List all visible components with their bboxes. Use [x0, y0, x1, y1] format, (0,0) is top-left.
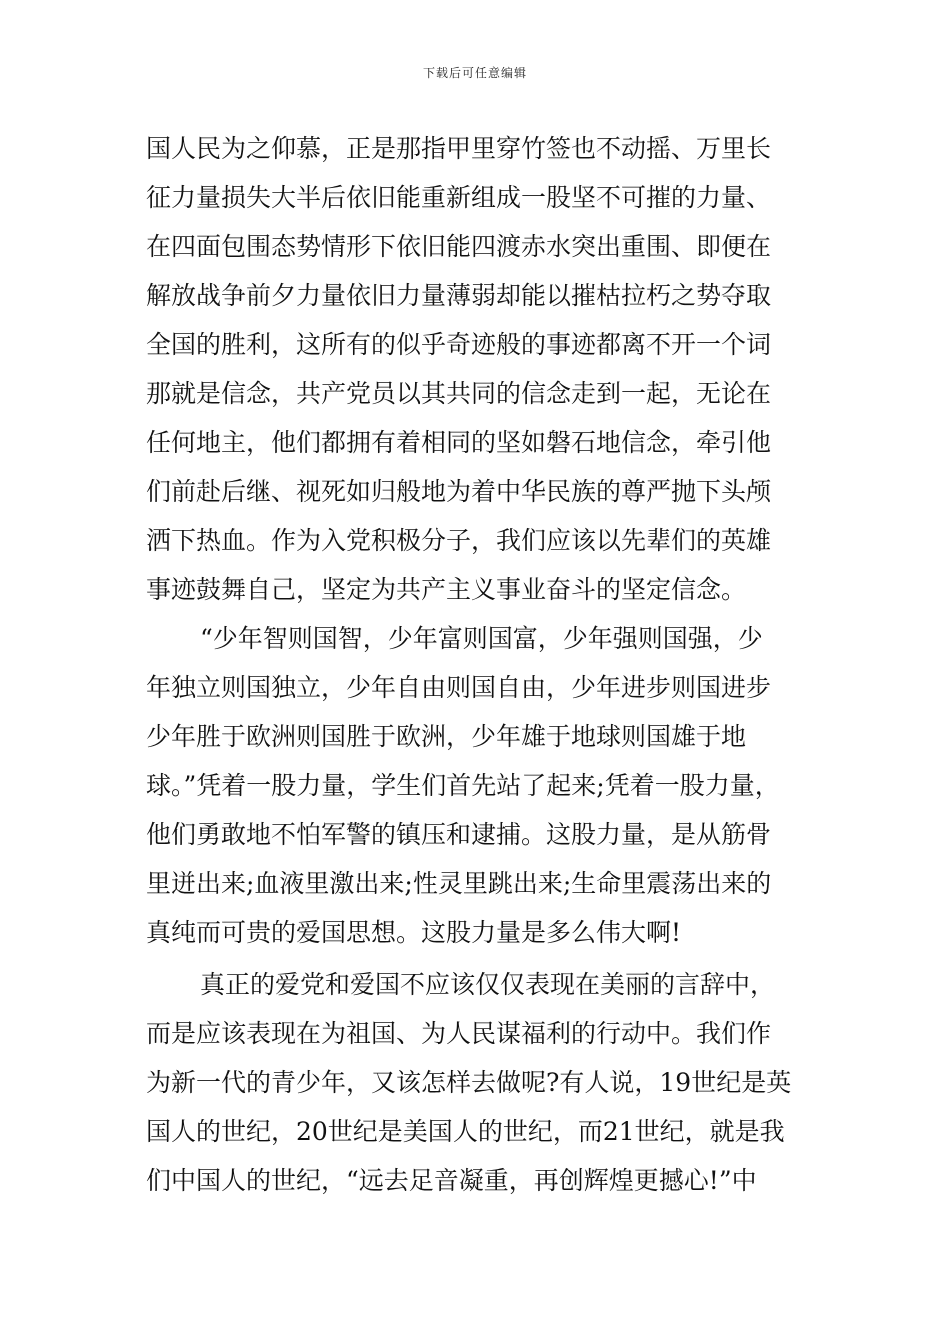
text-line: 征力量损失大半后依旧能重新组成一股坚不可摧的力量、 [146, 183, 772, 212]
paragraph-2 [146, 614, 810, 957]
text-line: 洒下热血。作为入党积极分子，我们应该以先辈们的英雄 [146, 526, 772, 555]
text-line: 他们勇敢地不怕军警的镇压和逮捕。这股力量，是从筋骨 [146, 820, 772, 849]
text-line: 真纯而可贵的爱国思想。这股力量是多么伟大啊! [146, 918, 682, 947]
page-header: 下载后可任意编辑 [422, 66, 527, 80]
text-line: 为新一代的青少年，又该怎样去做呢?有人说，19世纪是英 [146, 1068, 792, 1097]
text-line: 在四面包围态势情形下依旧能四渡赤水突出重围、即便在 [146, 232, 772, 261]
text-line: 国人民为之仰慕，正是那指甲里穿竹签也不动摇、万里长 [146, 134, 772, 163]
text-line: 球。”凭着一股力量，学生们首先站了起来;凭着一股力量， [146, 771, 780, 800]
text-line: 任何地主，他们都拥有着相同的坚如磐石地信念，牵引他 [146, 428, 772, 457]
text-line: 里迸出来;血液里激出来;性灵里跳出来;生命里震荡出来的 [146, 869, 772, 898]
text-line: 们前赴后继、视死如归般地为着中华民族的尊严抛下头颅 [146, 477, 772, 506]
text-line: 而是应该表现在为祖国、为人民谋福利的行动中。我们作 [146, 1019, 772, 1048]
text-line: 少年胜于欧洲则国胜于欧洲，少年雄于地球则国雄于地 [146, 722, 747, 751]
text-line: 全国的胜利，这所有的似乎奇迹般的事迹都离不开一个词 [146, 330, 772, 359]
document-body [146, 124, 810, 1205]
text-line: 事迹鼓舞自己，坚定为共产主义事业奋斗的坚定信念。 [146, 575, 747, 604]
text-line: 真正的爱党和爱国不应该仅仅表现在美丽的言辞中， [200, 970, 776, 999]
text-line: 解放战争前夕力量依旧力量薄弱却能以摧枯拉朽之势夺取 [146, 281, 772, 310]
text-line: 年独立则国独立，少年自由则国自由，少年进步则国进步 [146, 673, 772, 702]
paragraph-1 [146, 124, 810, 614]
text-line: “少年智则国智，少年富则国富，少年强则国强，少 [200, 624, 763, 653]
paragraph-3 [146, 960, 810, 1205]
text-line: 国人的世纪，20世纪是美国人的世纪，而21世纪，就是我 [146, 1117, 785, 1146]
text-line: 那就是信念，共产党员以其共同的信念走到一起，无论在 [146, 379, 772, 408]
text-line: 们中国人的世纪，“远去足音凝重，再创辉煌更撼心!”中 [146, 1166, 757, 1195]
